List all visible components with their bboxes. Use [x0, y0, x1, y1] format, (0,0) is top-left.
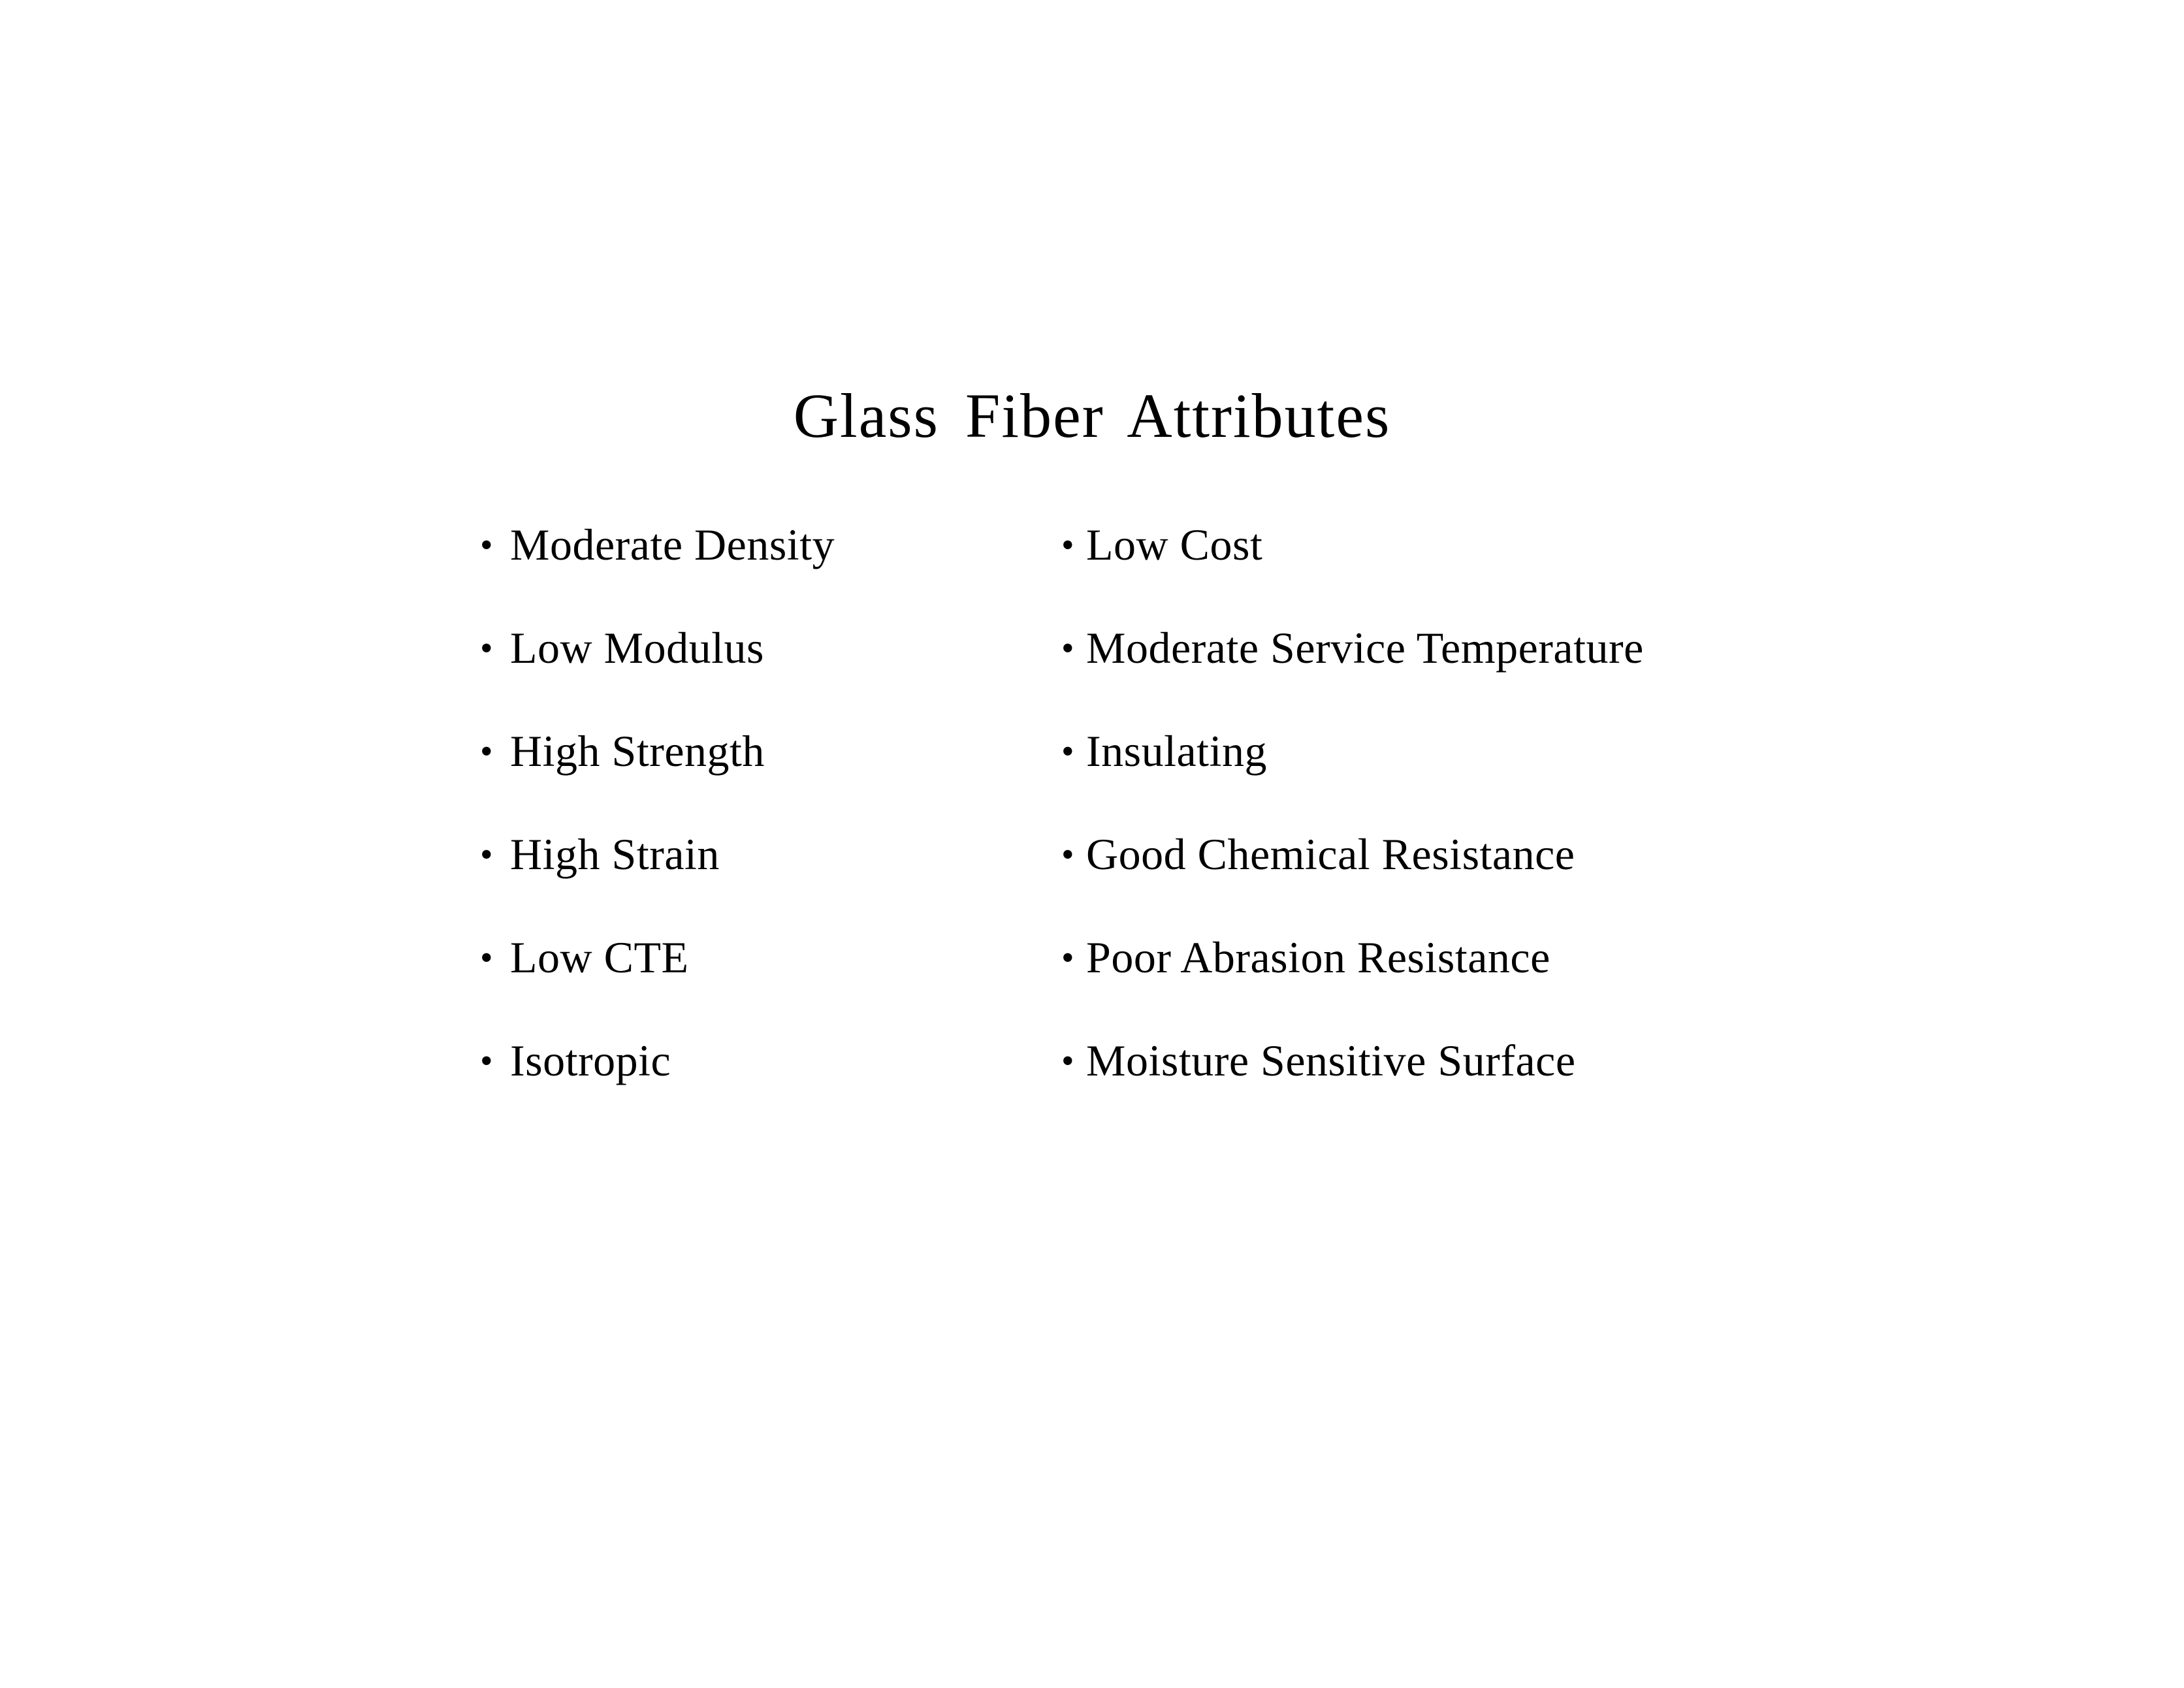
- list-item: [480, 932, 1061, 1038]
- bullet-columns: [480, 522, 1852, 1141]
- list-item: [1061, 726, 1852, 832]
- bullet-dot-icon: •: [1061, 628, 1074, 669]
- list-item-label: High Strain: [510, 829, 720, 879]
- list-item: [1061, 1038, 1852, 1141]
- bullet-dot-icon: •: [480, 835, 493, 875]
- list-item-label: Insulating: [1086, 726, 1267, 776]
- list-item-label: Low Cost: [1086, 520, 1263, 569]
- list-item: [1061, 522, 1852, 626]
- list-item-label: Isotropic: [510, 1036, 671, 1085]
- list-item-label: Moderate Density: [510, 520, 835, 569]
- list-item: [480, 1038, 1061, 1141]
- bullet-dot-icon: •: [480, 628, 493, 669]
- bullet-dot-icon: •: [480, 1041, 493, 1081]
- list-item-label: Low Modulus: [510, 623, 764, 673]
- bullet-dot-icon: •: [1061, 525, 1074, 565]
- bullet-dot-icon: •: [480, 525, 493, 565]
- bullet-dot-icon: •: [1061, 1041, 1074, 1081]
- list-item: [480, 522, 1061, 626]
- list-item: [480, 829, 1061, 935]
- list-item: [1061, 623, 1852, 729]
- list-item-label: High Strength: [510, 726, 765, 776]
- bullet-dot-icon: •: [1061, 938, 1074, 978]
- list-item-label: Good Chemical Resistance: [1086, 829, 1575, 879]
- list-item: [480, 726, 1061, 832]
- list-item-label: Low CTE: [510, 932, 689, 982]
- bullet-dot-icon: •: [1061, 835, 1074, 875]
- bullet-dot-icon: •: [1061, 731, 1074, 772]
- bullet-column-right: [1061, 522, 1852, 1141]
- list-item: [1061, 932, 1852, 1038]
- bullet-dot-icon: •: [480, 731, 493, 772]
- list-item-label: Moderate Service Temperature: [1086, 623, 1644, 673]
- list-item-label: Moisture Sensitive Surface: [1086, 1036, 1576, 1085]
- list-item: [1061, 829, 1852, 935]
- bullet-column-left: [480, 522, 1061, 1141]
- page-title: Glass Fiber Attributes: [793, 381, 1391, 451]
- bullet-dot-icon: •: [480, 938, 493, 978]
- list-item: [480, 623, 1061, 729]
- list-item-label: Poor Abrasion Resistance: [1086, 932, 1550, 982]
